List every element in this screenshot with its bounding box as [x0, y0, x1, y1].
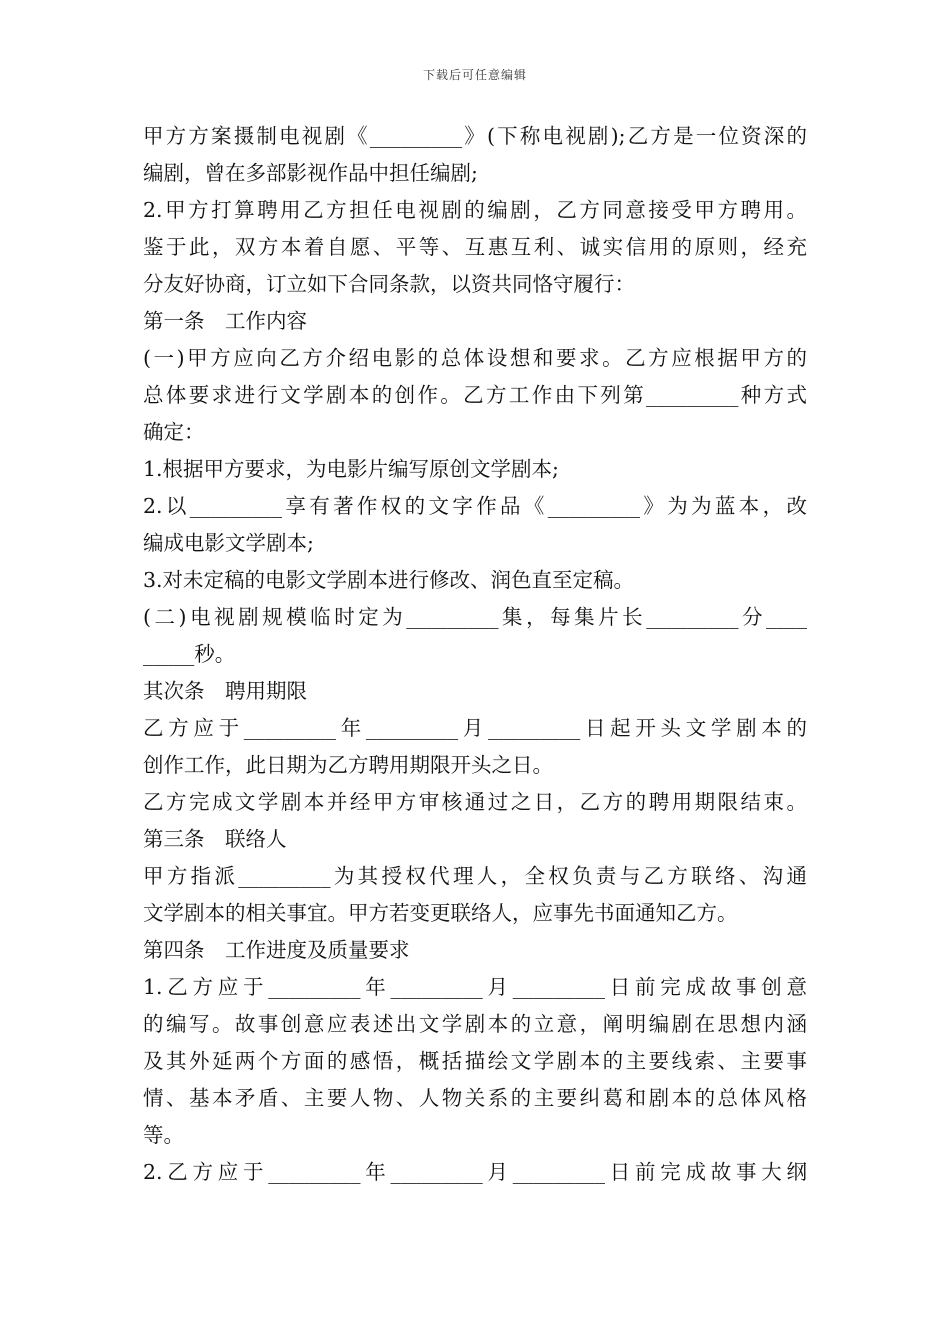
text-line: 确定： — [143, 420, 205, 444]
text-line: 1.根据甲方要求，为电影片编写原创文学剧本; — [143, 457, 559, 481]
document-body — [143, 118, 807, 1191]
text-line: (一)甲方应向乙方介绍电影的总体设想和要求。乙方应根据甲方的 — [143, 346, 807, 370]
text-line: 第四条 工作进度及质量要求 — [143, 938, 410, 962]
text-line: 及其外延两个方面的感悟，概括描绘文学剧本的主要线索、主要事 — [143, 1049, 807, 1073]
text-line: 2.乙方应于_________年_________月_________日前完成故事大纲 — [143, 1160, 807, 1184]
text-line: 情、基本矛盾、主要人物、人物关系的主要纠葛和剧本的总体风格 — [143, 1086, 807, 1110]
text-line: 编成电影文学剧本; — [143, 531, 314, 555]
text-line: 编剧，曾在多部影视作品中担任编剧; — [143, 161, 478, 185]
text-line: 分友好协商，订立如下合同条款，以资共同恪守履行： — [143, 272, 635, 296]
text-line: _____秒。 — [143, 642, 236, 666]
text-line: 3.对未定稿的电影文学剧本进行修改、润色直至定稿。 — [143, 568, 635, 592]
text-line: 文学剧本的相关事宜。甲方若变更联络人，应事先书面通知乙方。 — [143, 901, 738, 925]
text-line: 第三条 联络人 — [143, 827, 287, 851]
text-line: 总体要求进行文学剧本的创作。乙方工作由下列第_________种方式 — [143, 383, 807, 407]
text-line: 创作工作，此日期为乙方聘用期限开头之日。 — [143, 753, 553, 777]
text-line: 其次条 聘用期限 — [143, 679, 307, 703]
text-line: (二)电视剧规模临时定为_________集，每集片长_________分____ — [143, 605, 807, 629]
text-line: 等。 — [143, 1123, 184, 1147]
text-line: 乙方应于_________年_________月_________日起开头文学剧本的 — [143, 716, 807, 740]
text-line: 甲方指派_________为其授权代理人，全权负责与乙方联络、沟通 — [143, 864, 807, 888]
text-line: 乙方完成文学剧本并经甲方审核通过之日，乙方的聘用期限结束。 — [143, 790, 807, 814]
text-line: 第一条 工作内容 — [143, 309, 307, 333]
text-line: 的编写。故事创意应表述出文学剧本的立意，阐明编剧在思想内涵 — [143, 1012, 807, 1036]
text-line: 鉴于此，双方本着自愿、平等、互惠互利、诚实信用的原则，经充 — [143, 235, 807, 259]
text-line: 2.以_________享有著作权的文字作品《_________》为为蓝本，改 — [143, 494, 807, 518]
page-header: 下载后可任意编辑 — [422, 68, 527, 82]
text-line: 1.乙方应于_________年_________月_________日前完成故事创意 — [143, 975, 807, 999]
text-line: 甲方方案摄制电视剧《_________》(下称电视剧);乙方是一位资深的 — [143, 124, 807, 148]
text-line: 2.甲方打算聘用乙方担任电视剧的编剧，乙方同意接受甲方聘用。 — [143, 198, 807, 222]
